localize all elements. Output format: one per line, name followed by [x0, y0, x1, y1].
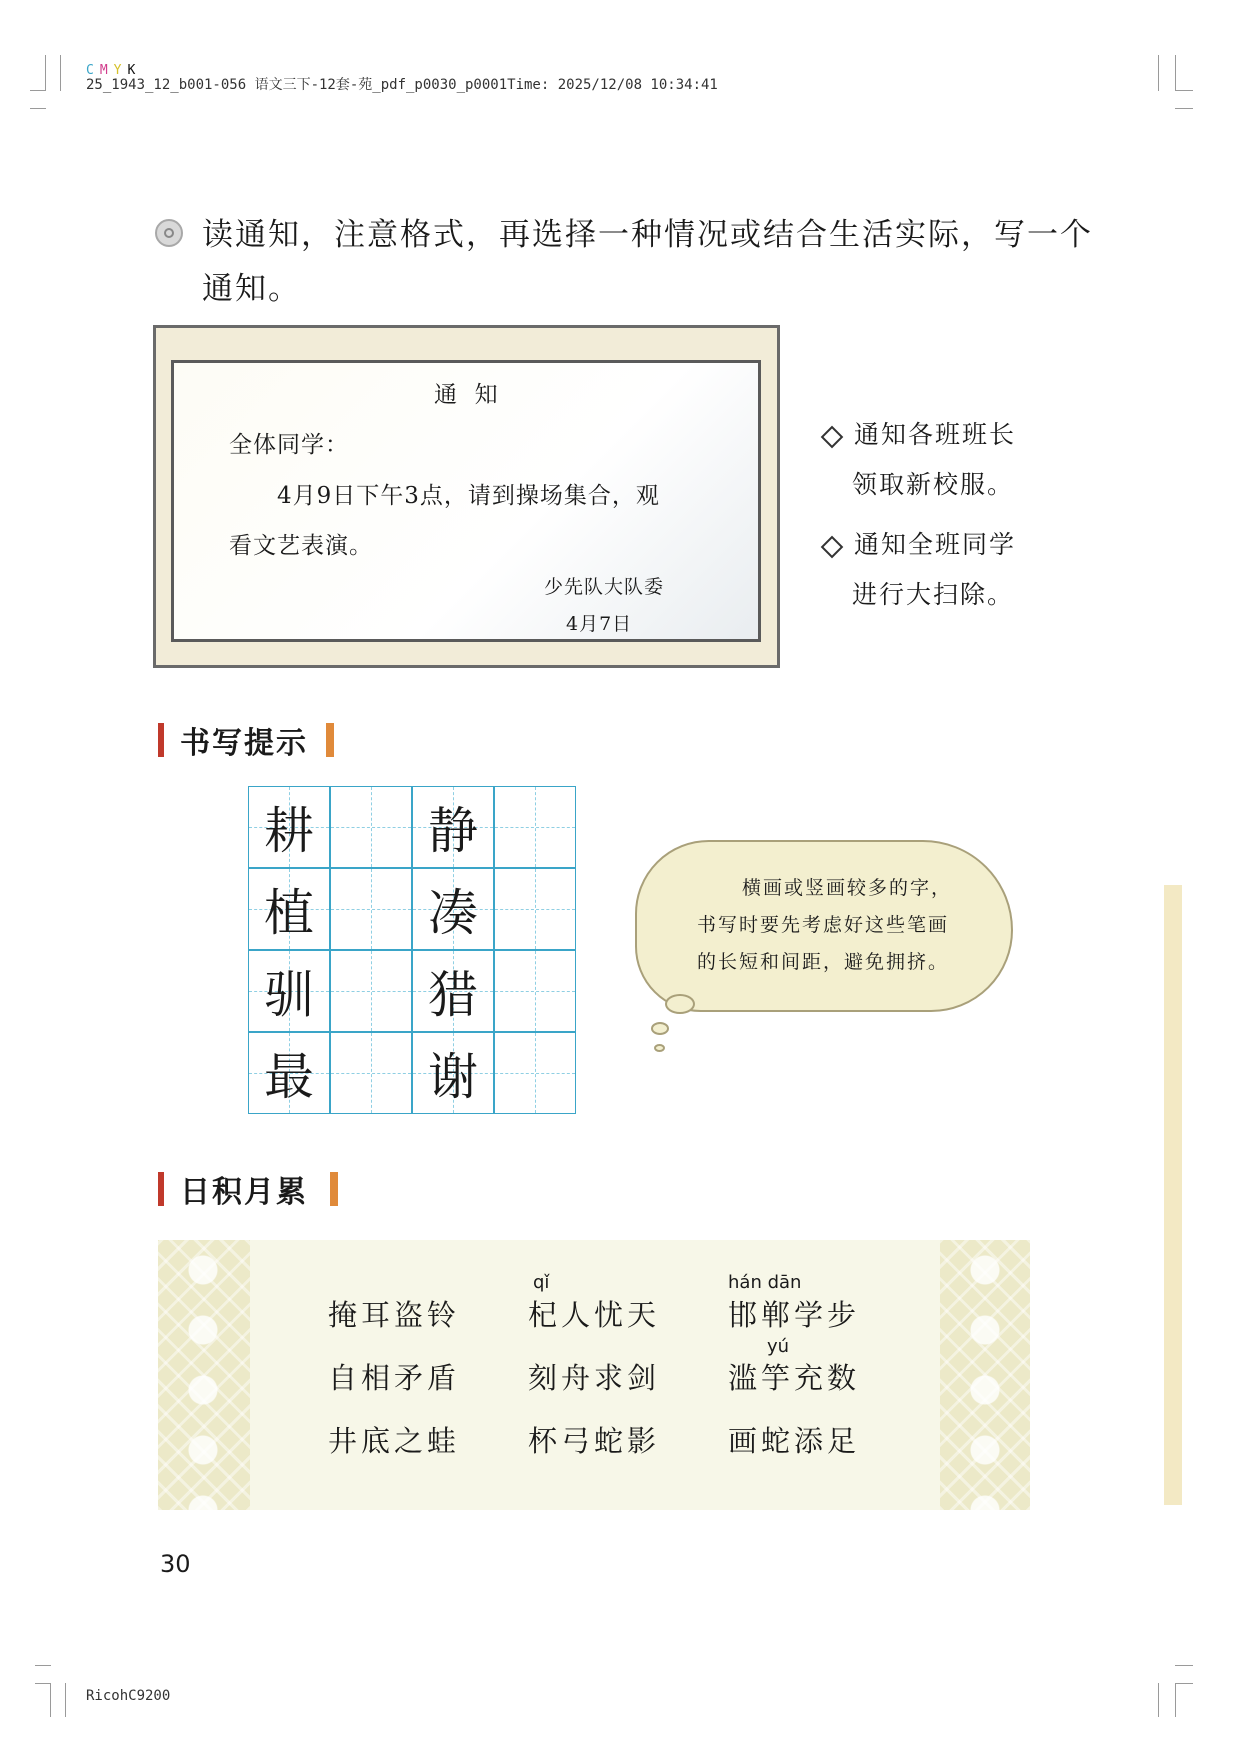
crop-mark — [35, 1665, 51, 1666]
grid-cell — [248, 786, 330, 868]
option-1-line-1: 通知各班班长 — [820, 410, 1016, 460]
diamond-bullet-icon — [821, 425, 844, 448]
grid-cell — [412, 1032, 494, 1114]
grid-cell — [494, 868, 576, 950]
idiom-section-title: 日积月累 — [180, 1175, 308, 1210]
grid-cell — [412, 868, 494, 950]
grid-char: 凑 — [428, 884, 478, 942]
idiom: 杞人忧天 — [528, 1298, 661, 1332]
grid-char: 植 — [264, 884, 314, 942]
crop-mark — [65, 1683, 66, 1717]
grid-cell — [494, 950, 576, 1032]
notice-date: 4月7日 — [566, 613, 633, 635]
thought-dot — [651, 1022, 669, 1035]
cmyk-k: K — [127, 63, 136, 78]
crop-mark — [1175, 1683, 1193, 1684]
thought-bubble — [635, 840, 1013, 1012]
instruction-line-1: 读通知，注意格式，再选择一种情况或结合生活实际，写一个 — [202, 217, 1093, 253]
idiom: 自相矛盾 — [328, 1361, 461, 1395]
grid-cell — [494, 786, 576, 868]
notice-body-line-2: 看文艺表演。 — [229, 533, 373, 559]
crop-mark — [30, 108, 46, 109]
grid-char: 静 — [428, 802, 478, 860]
grid-char: 谢 — [428, 1048, 478, 1106]
option-2-line-2: 进行大扫除。 — [852, 580, 1015, 609]
crop-mark — [1158, 55, 1159, 91]
option-1-line-2: 领取新校服。 — [852, 470, 1015, 499]
grid-char: 耕 — [264, 802, 314, 860]
option-2-line-1: 通知全班同学 — [820, 520, 1016, 570]
notice-signature: 少先队大队委 — [544, 576, 665, 598]
idiom: 杯弓蛇影 — [528, 1424, 661, 1458]
crop-mark — [60, 55, 61, 91]
writing-section-title: 书写提示 — [180, 726, 308, 761]
crop-mark — [1175, 55, 1176, 91]
crop-mark — [1175, 1683, 1176, 1717]
crop-mark — [1158, 1683, 1159, 1717]
grid-cell — [330, 1032, 412, 1114]
diamond-bullet-icon — [821, 535, 844, 558]
notice-paper — [171, 360, 761, 642]
grid-cell — [330, 868, 412, 950]
crop-mark — [1175, 1665, 1193, 1666]
notice-title: 通 知 — [434, 382, 499, 408]
crop-mark — [50, 1683, 51, 1717]
grid-char: 最 — [264, 1048, 314, 1106]
section-marker-left — [158, 1172, 164, 1206]
option-2 — [820, 520, 1016, 620]
idiom: 掩耳盗铃 — [328, 1298, 461, 1332]
pinyin-qi: qǐ — [533, 1272, 550, 1293]
option-1 — [820, 410, 1016, 510]
tip-line-3: 的长短和间距，避免拥挤。 — [697, 951, 950, 973]
grid-cell — [412, 786, 494, 868]
idiom: 邯郸学步 — [728, 1298, 861, 1332]
cmyk-c: C — [86, 63, 94, 78]
grid-char: 猎 — [428, 966, 478, 1024]
section-marker-left — [158, 723, 164, 757]
crop-mark — [45, 55, 46, 91]
crop-mark — [35, 1683, 51, 1684]
pinyin-handan: hán dān — [728, 1272, 802, 1293]
decorative-pattern-left — [158, 1240, 250, 1510]
thought-dot — [654, 1044, 665, 1052]
grid-cell — [248, 868, 330, 950]
notice-card — [153, 325, 780, 668]
grid-cell — [494, 1032, 576, 1114]
thought-dot — [665, 994, 695, 1014]
notice-salutation: 全体同学： — [229, 432, 349, 458]
crop-mark — [1175, 108, 1193, 109]
pinyin-yu: yú — [767, 1336, 790, 1357]
cmyk-m: M — [99, 63, 108, 78]
section-marker-right — [326, 723, 334, 757]
printer-footer: RicohC9200 — [86, 1688, 171, 1704]
exercise-bullet-icon — [155, 219, 183, 247]
grid-cell — [248, 1032, 330, 1114]
idiom: 画蛇添足 — [728, 1424, 861, 1458]
tip-line-2: 书写时要先考虑好这些笔画 — [697, 914, 950, 936]
print-header-line: 25_1943_12_b001-056 语文三下-12套-苑_pdf_p0030_p0001Time: 2025/12/08 10:34:41 — [86, 77, 718, 93]
side-tab-strip — [1164, 885, 1182, 1505]
idiom: 刻舟求剑 — [528, 1361, 661, 1395]
idiom: 滥竽充数 — [728, 1361, 861, 1395]
grid-cell — [330, 950, 412, 1032]
instruction-line-2: 通知。 — [202, 271, 301, 307]
notice-body-line-1: 4月9日下午3点，请到操场集合，观 — [277, 483, 660, 509]
grid-cell — [330, 786, 412, 868]
page-number: 30 — [160, 1550, 191, 1578]
grid-char: 驯 — [264, 966, 314, 1024]
crop-mark — [30, 90, 46, 91]
tip-line-1: 横画或竖画较多的字， — [742, 877, 953, 899]
section-marker-right — [330, 1172, 338, 1206]
grid-cell — [248, 950, 330, 1032]
crop-mark — [1175, 90, 1193, 91]
grid-cell — [412, 950, 494, 1032]
decorative-pattern-right — [940, 1240, 1030, 1510]
cmyk-y: Y — [113, 63, 122, 78]
idiom: 井底之蛙 — [328, 1424, 461, 1458]
